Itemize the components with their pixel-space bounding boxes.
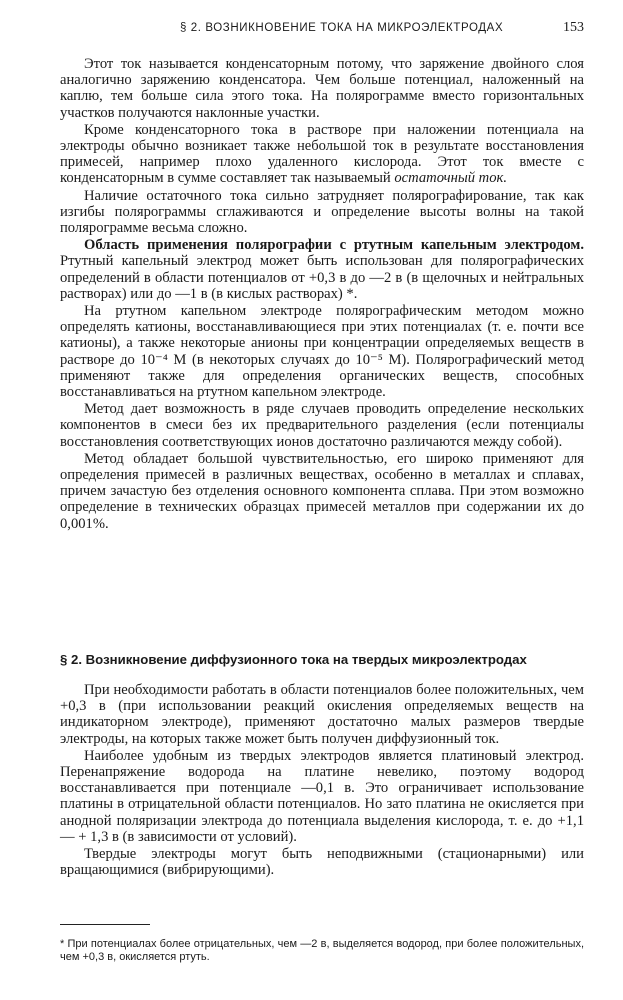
paragraph-residual-current bbox=[60, 122, 584, 187]
paragraph-cations: На ртутном капельном электроде полярографическим методом можно определять катионы, восстанавливающиеся при этих потенциалах (т. е. почти все катионы), а также некоторые анионы при концентрации определяемых веществ в растворе до 10⁻⁴ M (в некоторых случаях до 10⁻⁵ M). Полярографический метод применяют также для определения органических веществ, способных восстанавливаться на ртутном капельном электроде. bbox=[60, 303, 584, 401]
paragraph-sensitivity: Метод обладает большой чувствительностью, его широко применяют для определения примесей в различных веществах, особенно в металлах и сплавах, причем зачастую без отделения основного компонента сплава. При этом возможно определение в технических образцах примесей металлов при содержании их до 0,001%. bbox=[60, 450, 584, 532]
footnote-text: * При потенциалах более отрицательных, чем —2 в, выделяется водород, при более положительных, чем +0,3 в, окисляется ртуть. bbox=[60, 938, 584, 963]
subheading-application-area: Область применения полярографии с ртутным капельным электродом. bbox=[84, 237, 584, 254]
footnote bbox=[60, 938, 584, 964]
paragraph-application-area-text: Ртутный капельный электрод может быть использован для полярографических определений в области потенциалов от +0,3 в до —2 в (в щелочных и нейтральных растворах) или до —1 в (в кислых растворах) *. bbox=[60, 253, 584, 302]
footnote-rule bbox=[60, 924, 150, 925]
paragraph-capacitor-current: Этот ток называется конденсаторным потому, что заряжение двойного слоя аналогично заряжению конденсатора. Чем больше потенциал, наложенный на каплю, тем больше сила этого тока. На полярограмме вместо горизонтальных участков получаются наклонные участки. bbox=[60, 56, 584, 121]
section-text bbox=[60, 682, 584, 878]
section-heading: § 2. Возникновение диффузионного тока на твердых микроэлектродах bbox=[60, 652, 527, 667]
running-title: § 2. ВОЗНИКНОВЕНИЕ ТОКА НА МИКРОЭЛЕКТРОДАХ bbox=[180, 22, 504, 34]
running-head bbox=[60, 22, 584, 42]
main-text bbox=[60, 56, 584, 532]
paragraph-electrode-types: Твердые электроды могут быть неподвижными (стационарными) или вращающимися (вибрирующими). bbox=[60, 846, 584, 879]
paragraph-residual-effect: Наличие остаточного тока сильно затрудняет полярографирование, так как изгибы полярограммы сглаживаются и определение высоты волны на такой полярограмме весьма сложно. bbox=[60, 187, 584, 237]
paragraph-platinum-electrode: Наиболее удобным из твердых электродов является платиновый электрод. Перенапряжение водорода на платине невелико, поэтому водород восстанавливается при потенциале —0,1 в. Это ограничивает использование платины в отрицательной области потенциалов. Но зато платина не окисляется при анодной поляризации электрода до потенциала выделения кислорода, т. е. до +1,1 — + 1,3 в (в зависимости от условий). bbox=[60, 747, 584, 845]
term-residual-current: остаточный ток. bbox=[394, 170, 507, 187]
page-number: 153 bbox=[563, 20, 584, 35]
paragraph-multicomponent: Метод дает возможность в ряде случаев проводить определение нескольких компонентов в смеси без их предварительного разделения (если потенциалы восстановления соответствующих ионов достаточно различаются между собой). bbox=[60, 401, 584, 450]
paragraph-application-area bbox=[60, 237, 584, 302]
paragraph-solid-electrodes: При необходимости работать в области потенциалов более положительных, чем +0,3 в (при использовании реакций окисления определяемых веществ на индикаторном электроде), применяют достаточно малых размеров твердые электроды, на которых также может быть получен диффузионный ток. bbox=[60, 682, 584, 747]
paragraph-residual-current-text: Кроме конденсаторного тока в растворе при наложении потенциала на электроды обычно возникает также небольшой ток в результате восстановления примесей, например плохо удаленного кислорода. Этот ток вместе с конденсаторным в сумме составляет так называемый bbox=[60, 121, 584, 187]
